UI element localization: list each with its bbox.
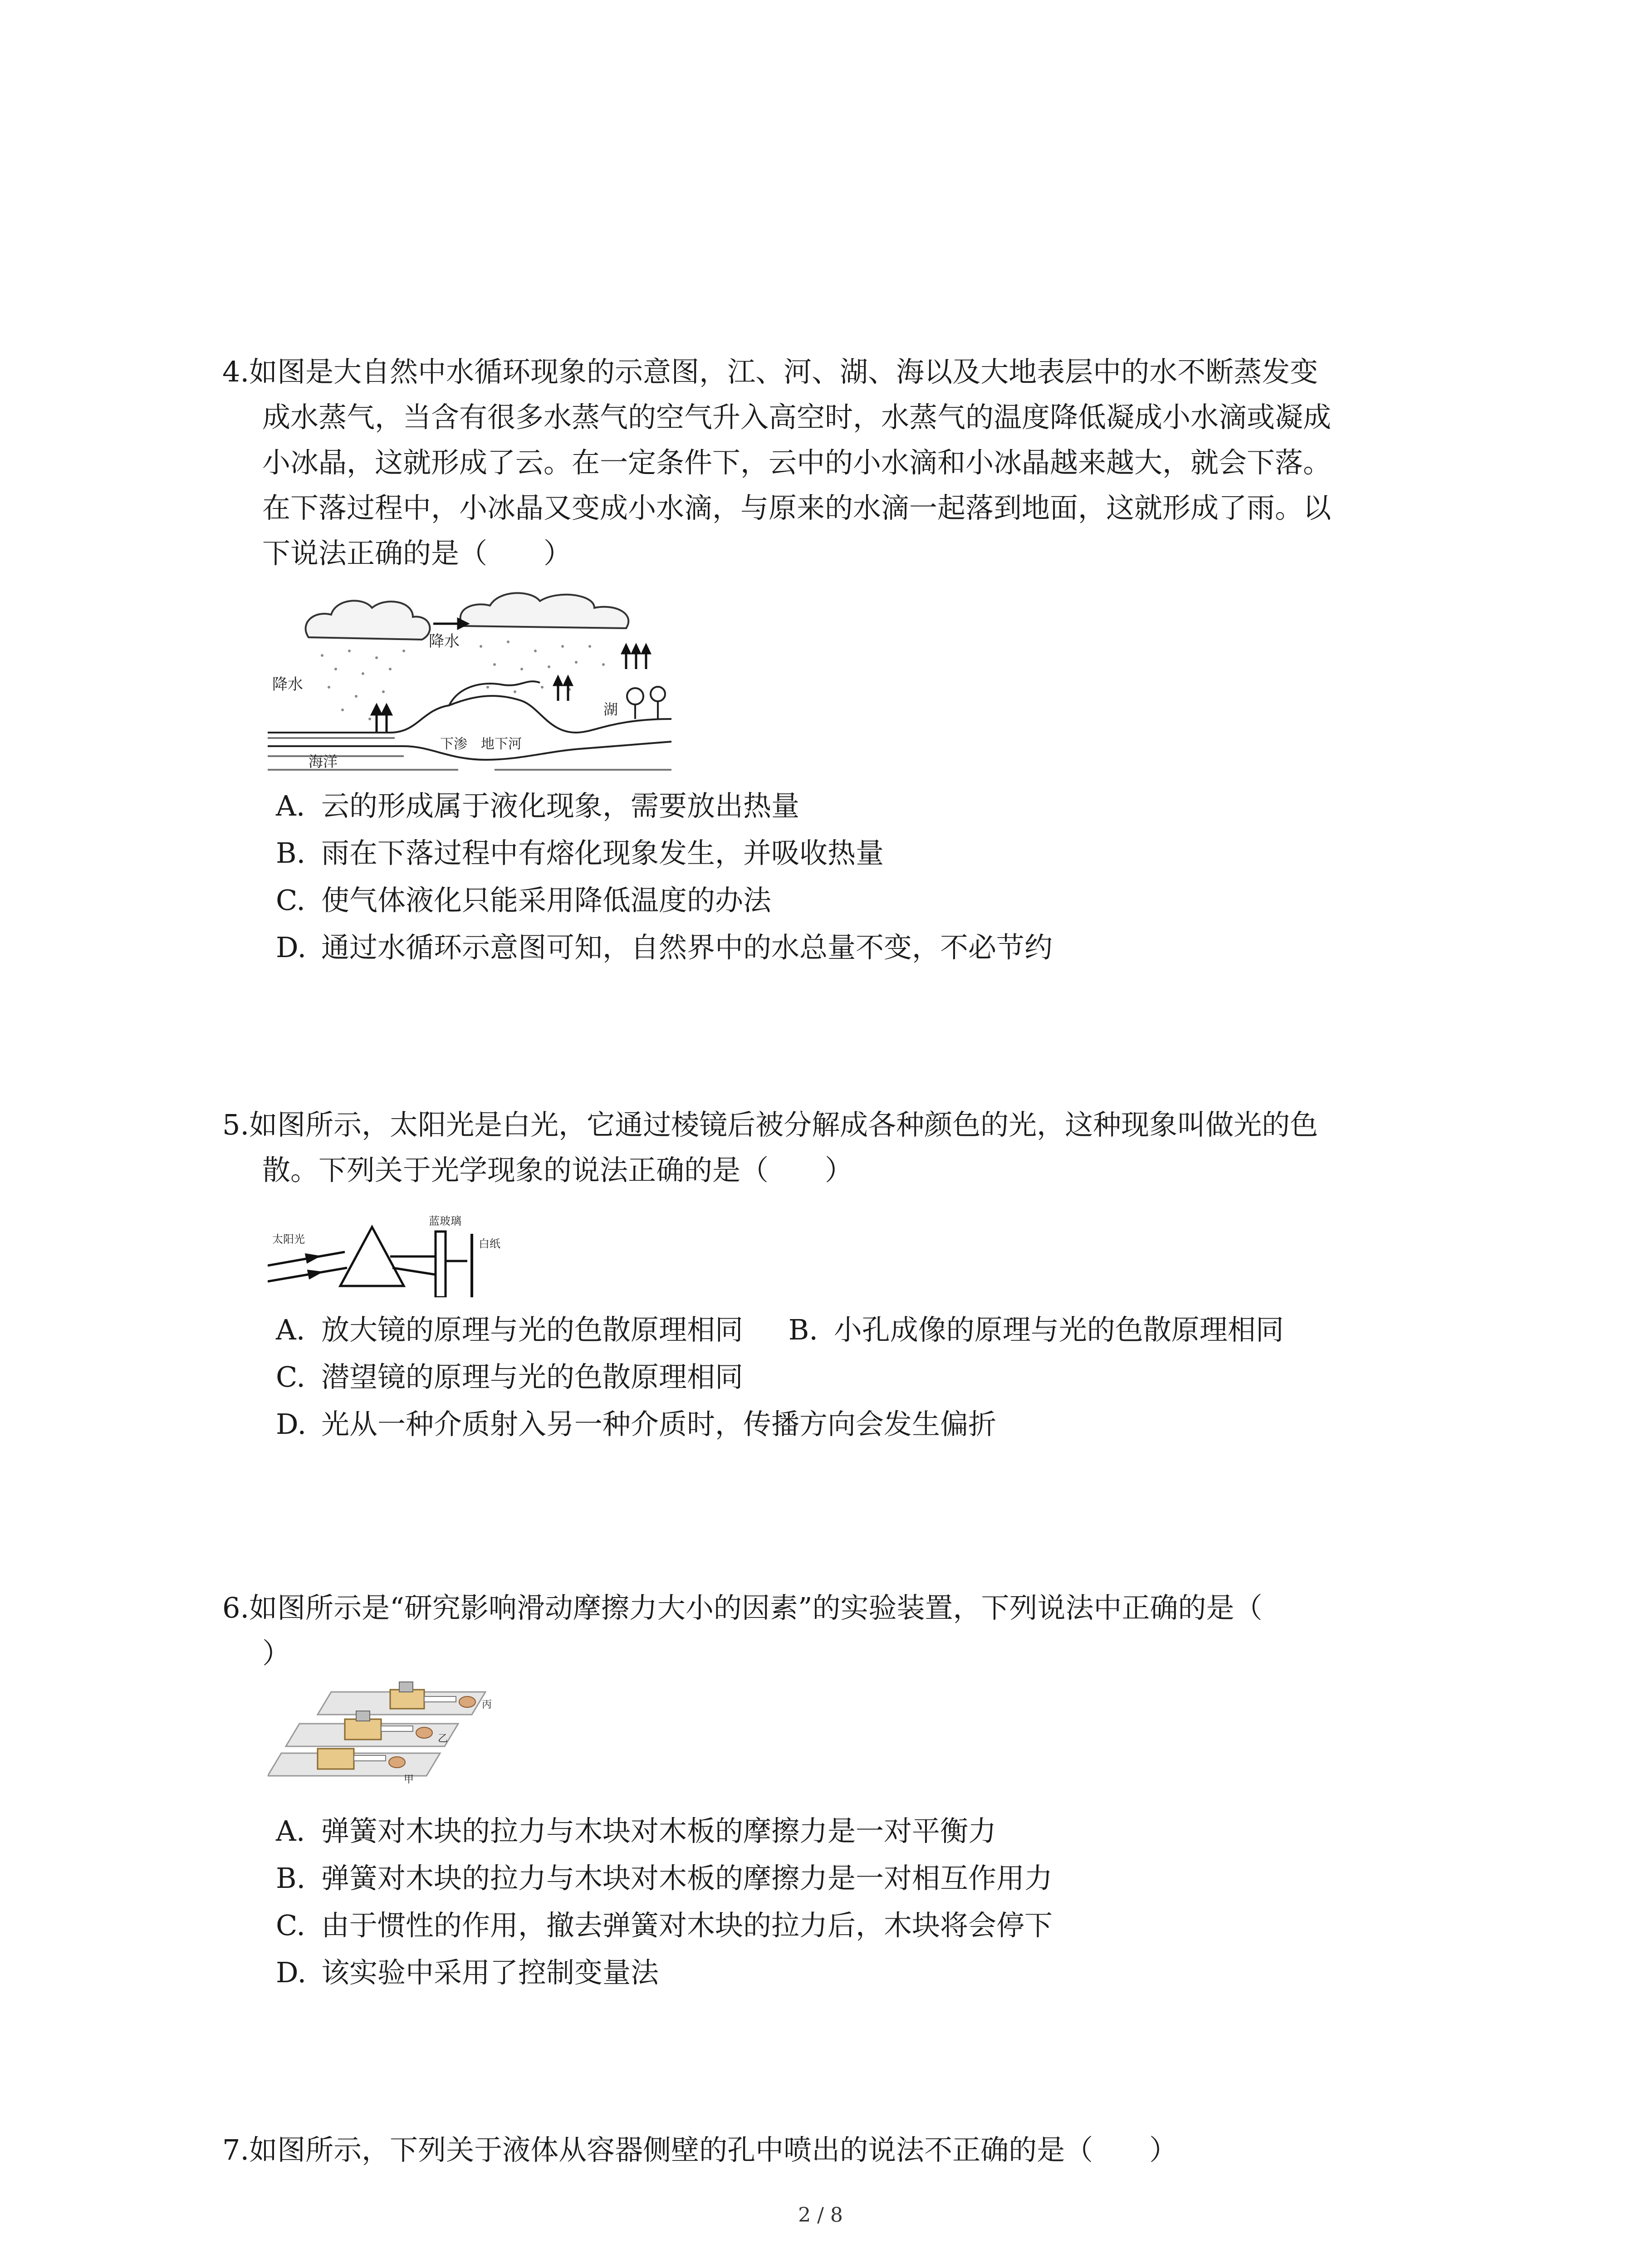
option-label: A. [276,1313,305,1346]
question-line: 如图是大自然中水循环现象的示意图，江、河、湖、海以及大地表层中的水不断蒸发变 [249,355,1318,388]
option-text: 光从一种介质射入另一种介质时，传播方向会发生偏折 [321,1408,997,1441]
question-line: 如图所示是“研究影响滑动摩擦力大小的因素”的实验装置，下列说法中正确的是（ [249,1591,1263,1624]
label-sunlight: 太阳光 [272,1233,305,1246]
option-label: B. [276,836,306,870]
option-c[interactable] [222,877,1447,924]
question-5-stem [222,1102,1447,1193]
option-c[interactable] [222,1354,1447,1401]
option-text: 弹簧对木块的拉力与木块对木板的摩擦力是一对平衡力 [321,1814,997,1848]
question-4-stem [222,349,1447,576]
question-6-stem [222,1585,1447,1676]
option-text: 潜望镜的原理与光的色散原理相同 [321,1360,744,1393]
label-underground-river: 地下河 [481,736,522,752]
question-line: 小冰晶，这就形成了云。在一定条件下，云中的小水滴和小冰晶越来越大，就会下落。 [262,446,1332,479]
label-blue-glass: 蓝玻璃 [429,1215,461,1227]
question-number: 4. [222,355,250,388]
label-seep: 下渗 [440,736,467,752]
option-text: 雨在下落过程中有熔化现象发生，并吸收热量 [321,836,884,870]
option-row [222,1306,1447,1354]
option-b[interactable] [789,1306,1284,1354]
option-c[interactable] [222,1902,1447,1949]
option-label: A. [276,789,305,822]
label-white-paper: 白纸 [479,1237,500,1250]
water-cycle-figure [268,583,671,785]
option-text: 云的形成属于液化现象，需要放出热量 [321,789,800,822]
option-a[interactable] [222,782,1447,830]
option-d[interactable] [222,924,1447,971]
option-text: 使气体液化只能采用降低温度的办法 [321,884,772,917]
question-4 [222,349,1447,576]
question-7 [222,2127,1447,2173]
question-line: 成水蒸气，当含有很多水蒸气的空气升入高空时，水蒸气的温度降低凝成小水滴或凝成 [262,401,1332,434]
option-text: 由于惯性的作用，撤去弹簧对木块的拉力后，木块将会停下 [321,1909,1053,1942]
question-line: 在下落过程中，小冰晶又变成小水滴，与原来的水滴一起落到地面，这就形成了雨。以 [262,491,1332,524]
question-4-options [222,782,1447,971]
option-b[interactable] [222,830,1447,877]
question-6 [222,1585,1447,1676]
option-label: D. [276,1956,307,1989]
label-rain-top: 降水 [429,632,460,650]
option-text: 小孔成像的原理与光的色散原理相同 [833,1313,1284,1346]
option-label: D. [276,1408,307,1441]
option-label: B. [788,1313,818,1346]
option-d[interactable] [222,1401,1447,1448]
question-line: 如图所示，下列关于液体从容器侧壁的孔中喷出的说法不正确的是（ ） [249,2133,1178,2166]
option-label: C. [276,884,305,917]
option-text: 弹簧对木块的拉力与木块对木板的摩擦力是一对相互作用力 [321,1862,1053,1895]
question-7-stem [222,2127,1447,2173]
question-line: ） [262,1637,291,1670]
option-label: D. [276,931,307,964]
option-label: A. [276,1814,305,1848]
question-number: 5. [222,1108,250,1141]
question-5-options [222,1306,1447,1448]
option-label: C. [276,1360,305,1393]
question-number: 7. [222,2133,250,2166]
option-a[interactable] [222,1808,1447,1855]
question-line: 下说法正确的是（ ） [262,537,572,570]
option-text: 放大镜的原理与光的色散原理相同 [321,1313,744,1346]
question-5 [222,1102,1447,1193]
option-b[interactable] [222,1855,1447,1902]
question-6-options [222,1808,1447,1996]
label-lake: 湖 [603,701,618,718]
label-rain-left: 降水 [272,675,303,694]
question-line: 散。下列关于光学现象的说法正确的是（ ） [262,1154,853,1187]
option-label: B. [276,1862,306,1895]
label-yi: 乙 [438,1733,448,1745]
question-line: 如图所示，太阳光是白光，它通过棱镜后被分解成各种颜色的光，这种现象叫做光的色 [249,1108,1318,1141]
option-d[interactable] [222,1949,1447,1996]
friction-experiment-figure [268,1674,531,1792]
label-jia: 甲 [404,1774,414,1785]
option-label: C. [276,1909,305,1942]
option-text: 该实验中采用了控制变量法 [321,1956,659,1989]
question-number: 6. [222,1591,250,1624]
prism-dispersion-figure [268,1207,504,1297]
label-ocean: 海洋 [309,753,338,770]
option-a[interactable] [276,1306,743,1354]
page-indicator: 2 / 8 [798,2204,843,2227]
option-text: 通过水循环示意图可知，自然界中的水总量不变，不必节约 [321,931,1053,964]
label-bing: 丙 [482,1699,492,1711]
